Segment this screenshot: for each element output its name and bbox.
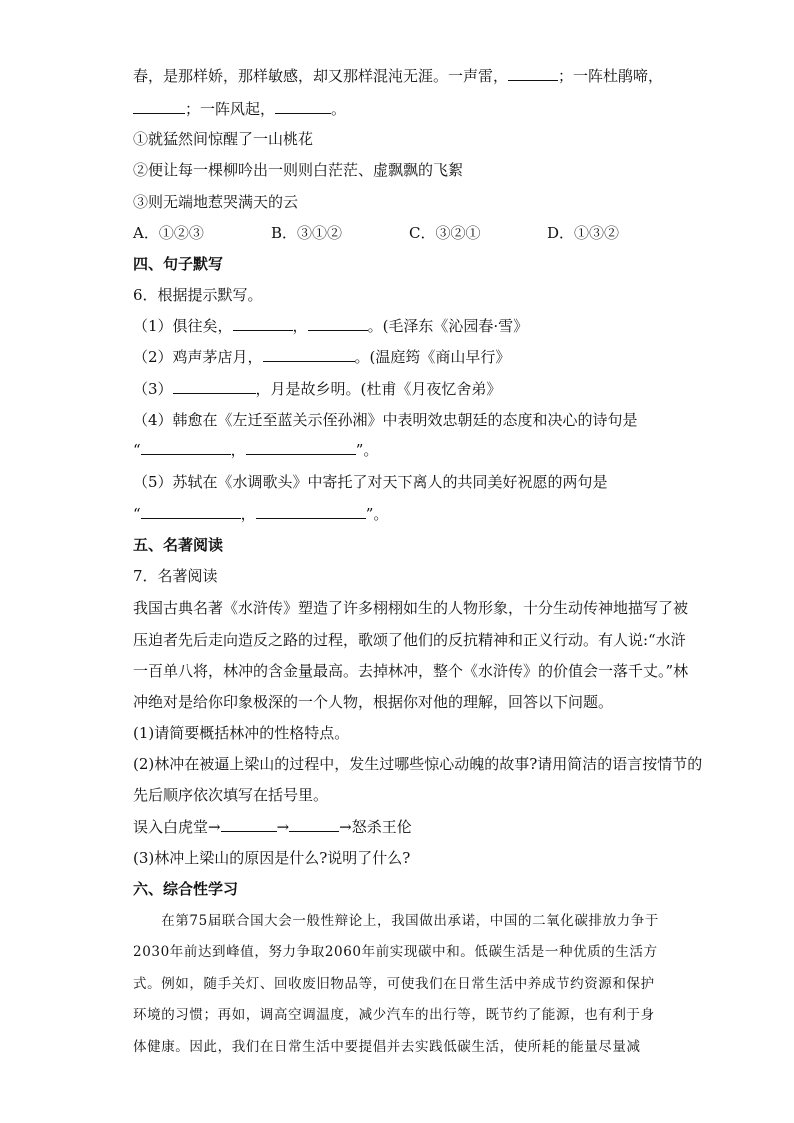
section-heading: 五、名著阅读 <box>133 536 224 554</box>
q7-plot-chain <box>133 817 674 837</box>
q5-item1: ①就猛然间惊醒了一山桃花 <box>133 130 314 148</box>
section-heading: 六、综合性学习 <box>133 880 239 898</box>
q6-title: 6．根据提示默写。 <box>133 286 263 304</box>
q7-text: → <box>276 818 290 836</box>
q5-item3: ③则无端地惹哭满天的云 <box>133 193 299 211</box>
answer-blank[interactable] <box>256 504 366 519</box>
option-d[interactable]: D．①③② <box>547 224 620 242</box>
q7-sub3: (3)林冲上梁山的原因是什么?说明了什么? <box>133 849 411 867</box>
q6-sub5-line2 <box>133 504 674 524</box>
q5-text: ；一阵杜鹃啼， <box>558 67 664 85</box>
q5-line2 <box>133 99 674 119</box>
answer-blank[interactable] <box>263 347 355 362</box>
q6-text: “ <box>133 441 141 459</box>
q7-sub2-line1: (2)林冲在被逼上梁山的过程中，发生过哪些惊心动魄的故事?请用简洁的语言按情节的 <box>133 755 703 773</box>
q6-text: （3） <box>133 380 173 398</box>
answer-blank[interactable] <box>141 440 231 455</box>
q6-text: 。(温庭筠《商山早行》 <box>354 348 511 366</box>
q6-text: （1）俱往矣， <box>133 317 233 335</box>
q6-sub5-line1: （5）苏轼在《水调歌头》中寄托了对天下离人的共同美好祝愿的两句是 <box>133 473 608 491</box>
q5-options <box>133 223 674 243</box>
answer-blank[interactable] <box>173 379 256 394</box>
q7-text: →怒杀王伦 <box>339 818 412 836</box>
answer-blank[interactable] <box>133 99 185 114</box>
q6-text: ，月是故乡明。(杜甫《月夜忆舍弟》 <box>255 380 502 398</box>
answer-blank[interactable] <box>233 316 293 331</box>
q6-text: ”。 <box>355 441 379 459</box>
q5-text: 。 <box>331 100 347 118</box>
q7-text: 误入白虎堂→ <box>133 818 221 836</box>
q6-text: ， <box>292 317 308 335</box>
answer-blank[interactable] <box>246 440 356 455</box>
q6-text: （2）鸡声茅店月， <box>133 348 263 366</box>
q6-text: ， <box>230 441 246 459</box>
q8-para-line: 式。例如，随手关灯、回收废旧物品等，可使我们在日常生活中养成节约资源和保护 <box>133 976 655 992</box>
section-heading: 四、句子默写 <box>133 255 224 273</box>
q5-line1 <box>133 66 674 86</box>
q7-para-line: 一百单八将，林冲的含金量最高。去掉林冲，整个《水浒传》的价值会一落千丈。”林 <box>133 662 689 680</box>
q8-para-line: 环境的习惯；再如，调高空调温度，减少汽车的出行等，既节约了能源，也有利于身 <box>133 1007 655 1023</box>
answer-blank[interactable] <box>508 66 558 81</box>
q7-sub2-line2: 先后顺序依次填写在括号里。 <box>133 786 329 804</box>
q8-para-line: 体健康。因此，我们在日常生活中要提倡并去实践低碳生活，使所耗的能量尽量减 <box>133 1039 641 1055</box>
q7-para-line: 压迫者先后走向造反之路的过程，歌颂了他们的反抗精神和正义行动。有人说:“水浒 <box>133 631 686 649</box>
answer-blank[interactable] <box>221 817 277 832</box>
q8-para-line: 2030年前达到峰值，努力争取2060年前实现碳中和。低碳生活是一种优质的生活方 <box>133 944 658 960</box>
q6-sub3 <box>133 379 674 399</box>
q7-sub1: (1)请简要概括林冲的性格特点。 <box>133 724 350 742</box>
q7-title: 7．名著阅读 <box>133 567 218 585</box>
q8-para-line: 在第75届联合国大会一般性辩论上，我国做出承诺，中国的二氧化碳排放力争于 <box>133 913 659 929</box>
option-a[interactable]: A．①②③ <box>133 224 204 242</box>
q6-sub4-line2 <box>133 440 674 460</box>
q5-text: 春，是那样娇，那样敏感，却又那样混沌无涯。一声雷， <box>133 67 509 85</box>
q6-text: ”。 <box>365 505 389 523</box>
answer-blank[interactable] <box>275 99 331 114</box>
answer-blank[interactable] <box>289 817 339 832</box>
answer-blank[interactable] <box>141 504 241 519</box>
q5-item2: ②便让每一棵柳吟出一则则白茫茫、虚飘飘的飞絮 <box>133 161 464 179</box>
q7-para-line: 冲绝对是给你印象极深的一个人物，根据你对他的理解，回答以下问题。 <box>133 693 614 711</box>
q7-para-line: 我国古典名著《水浒传》塑造了许多栩栩如生的人物形象，十分生动传神地描写了被 <box>133 599 689 617</box>
q6-text: “ <box>133 505 141 523</box>
answer-blank[interactable] <box>308 316 368 331</box>
option-b[interactable]: B．③①② <box>271 224 343 242</box>
q6-sub4-line1: （4）韩愈在《左迁至蓝关示侄孙湘》中表明效忠朝廷的态度和决心的诗句是 <box>133 411 638 429</box>
q6-sub2 <box>133 347 674 367</box>
q6-text: ， <box>240 505 256 523</box>
q6-sub1 <box>133 316 674 336</box>
q6-text: 。(毛泽东《沁园春·雪》 <box>367 317 529 335</box>
q5-text: ；一阵风起， <box>185 100 276 118</box>
option-c[interactable]: C．③②① <box>409 224 481 242</box>
